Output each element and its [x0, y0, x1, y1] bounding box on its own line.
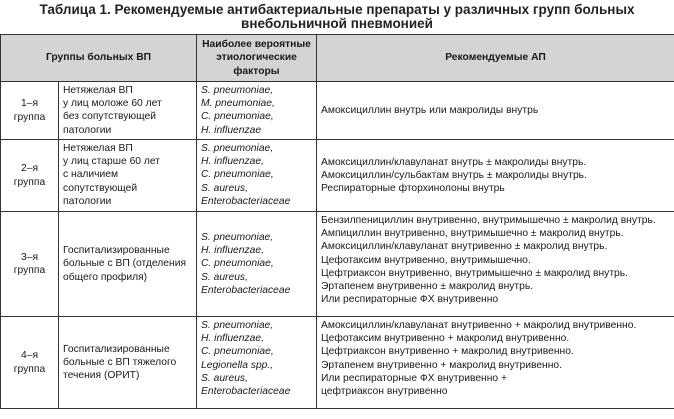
antibiotics-table: [0, 34, 674, 409]
header-factors-line: Наиболее вероятные: [202, 39, 311, 51]
factors-cell: [197, 317, 317, 409]
group-label: 1–я: [20, 98, 39, 110]
factors-cell: [197, 212, 317, 317]
factor-item: H. influenzae,: [201, 333, 264, 345]
drug-line: цефтриаксон внутривенно: [321, 386, 448, 398]
header-drugs: Рекомендуемые АП: [317, 35, 674, 82]
description-line: Нетяжелая ВП: [63, 85, 133, 96]
table-row: [1, 212, 674, 317]
description-line: у лиц моложе 60 лет: [63, 98, 162, 110]
drug-line: Ампициллин внутривенно, внутримышечно ± макролид внутрь.: [321, 228, 624, 240]
factors-cell: [197, 82, 317, 140]
drugs-cell: [317, 317, 674, 409]
description-cell: [59, 82, 197, 140]
group-label: группа: [13, 265, 46, 276]
factor-item: Enterobacteriaceae: [201, 284, 291, 296]
title-line: Таблица 1. Рекомендуемые антибактериальные препараты у различных групп больных: [39, 2, 635, 17]
drug-line: Бензилпенициллин внутривенно, внутримышечно ± макролид внутрь.: [321, 215, 656, 226]
drug-line: Эртапенем внутривенно + макролид внутривенно.: [321, 359, 563, 371]
description-line: у лиц старше 60 лет: [63, 156, 161, 168]
drug-line: Эртапенем внутривенно ± макролид внутрь.: [321, 281, 534, 293]
table-row: [1, 140, 674, 212]
group-label: группа: [13, 111, 46, 123]
drug-line: Амоксициллин/клавуланат внутривенно + макролид внутривенно.: [321, 320, 637, 331]
drug-line: Цефотаксим внутривенно, внутримышечно.: [321, 254, 531, 266]
drug-line: Амоксициллин/клавуланат внутривенно ± макролид внутрь.: [321, 241, 608, 253]
description-line: сопутствующей: [63, 182, 138, 194]
header-groups: Группы больных ВП: [1, 35, 197, 82]
group-label: группа: [13, 176, 46, 188]
description-line: общего профиля): [63, 271, 148, 283]
group-cell: [1, 140, 59, 212]
drugs-cell: [317, 212, 674, 317]
group-cell: [1, 82, 59, 140]
header-factors-line: этиологические: [216, 52, 297, 64]
factor-item: Enterobacteriaceae: [201, 386, 291, 398]
drug-line: Цефотаксим внутривенно + макролид внутривенно.: [321, 333, 570, 345]
description-cell: [59, 212, 197, 317]
description-line: патологии: [63, 195, 112, 207]
drug-line: Цефтриаксон внутривенно, внутримышечно ± макролид внутрь.: [321, 267, 628, 279]
header-factors-line: факторы: [233, 65, 280, 77]
factor-item: C. pneumoniae,: [201, 169, 274, 181]
table-row: [1, 82, 674, 140]
description-line: с наличием: [63, 169, 119, 181]
factor-item: C. pneumoniae,: [201, 258, 274, 270]
drug-line: Амоксициллин внутрь или макролиды внутрь: [321, 104, 539, 116]
factor-item: H. influenzae: [201, 124, 262, 136]
factor-item: Enterobacteriaceae: [201, 195, 291, 207]
group-label: группа: [13, 363, 46, 375]
factor-item: S. pneumoniae,: [201, 85, 274, 96]
group-cell: [1, 212, 59, 317]
factor-item: H. influenzae,: [201, 245, 264, 257]
header-row: [1, 35, 674, 82]
description-cell: [59, 317, 197, 409]
group-label: 4–я: [20, 350, 39, 362]
table-row: [1, 317, 674, 409]
factor-item: M. pneumoniae,: [201, 98, 275, 110]
drugs-cell: [317, 140, 674, 212]
factor-item: S. pneumoniae,: [201, 143, 274, 154]
drug-line: Цефтриаксон внутривенно + макролид внутривенно.: [321, 346, 574, 358]
factor-item: Legionella spp.,: [201, 359, 274, 371]
drug-line: Амоксициллин/клавуланат внутрь ± макролиды внутрь.: [321, 156, 587, 168]
description-line: Госпитализированные: [63, 245, 170, 257]
factor-item: S. aureus,: [201, 372, 248, 384]
description-line: течения (ОРИТ): [63, 370, 140, 382]
factor-item: S. pneumoniae,: [201, 231, 274, 243]
group-label: 3–я: [20, 251, 39, 263]
description-line: Госпитализированные: [63, 343, 170, 355]
factor-item: H. influenzae,: [201, 156, 264, 168]
group-cell: [1, 317, 59, 409]
header-factors: [197, 35, 317, 82]
factor-item: C. pneumoniae,: [201, 346, 274, 358]
factor-item: S. aureus,: [201, 271, 248, 283]
description-line: патологии: [63, 124, 112, 136]
factor-item: S. pneumoniae,: [201, 320, 274, 331]
factor-item: S. aureus,: [201, 182, 248, 194]
factors-cell: [197, 140, 317, 212]
description-line: без сопутствующей: [63, 111, 156, 123]
drug-line: Респираторные фторхинолоны внутрь: [321, 183, 505, 195]
group-label: 2–я: [20, 163, 39, 175]
description-line: Нетяжелая ВП: [63, 143, 133, 154]
table-title: [0, 0, 674, 34]
drug-line: Или респираторные ФХ внутривенно: [321, 294, 499, 306]
title-line: внебольничной пневмонией: [241, 16, 433, 31]
drug-line: Амоксициллин/сульбактам внутрь ± макролиды внутрь.: [321, 169, 587, 181]
description-cell: [59, 140, 197, 212]
factor-item: C. pneumoniae,: [201, 111, 274, 123]
description-line: больные с ВП тяжелого: [63, 356, 177, 368]
drugs-cell: [317, 82, 674, 140]
drug-line: Или респираторные ФХ внутривенно +: [321, 372, 508, 384]
description-line: больные с ВП (отделения: [63, 258, 187, 270]
